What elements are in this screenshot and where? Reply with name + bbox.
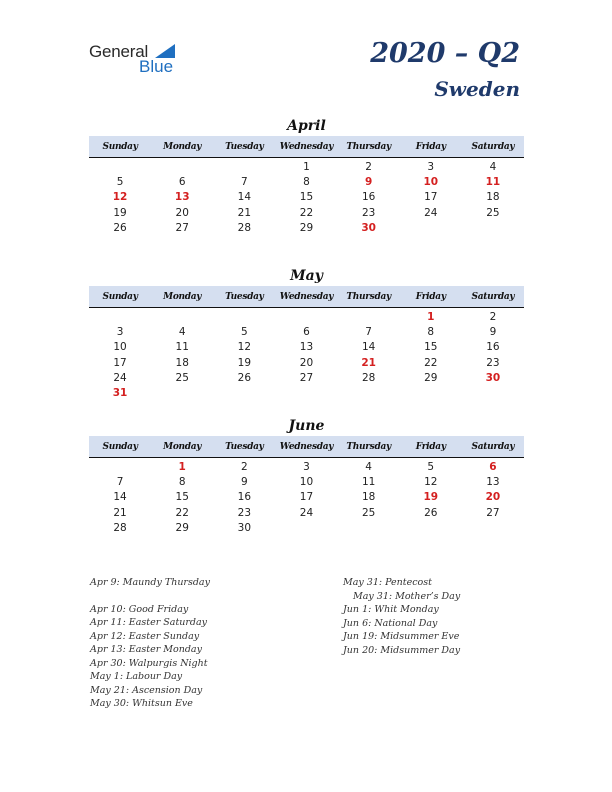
date-cell: 29 [299,221,314,234]
date-cell: 25 [486,206,500,219]
weekday-label: Friday [415,442,446,452]
holiday-note: Apr 10: Good Friday [90,603,189,615]
date-cell: 19 [237,356,252,369]
weekday-label: Wednesday [279,292,334,302]
date-cell: 20 [175,206,189,219]
week-row [89,490,524,505]
weekday-label: Monday [163,142,202,152]
date-cell: 6 [303,326,310,339]
weekday-header [89,286,524,308]
month-name: June [288,418,325,434]
week-row [89,340,524,355]
week-row [89,175,524,190]
weekday-label: Tuesday [225,142,264,152]
date-cell: 14 [113,491,127,504]
weekday-label: Tuesday [225,292,264,302]
week-row [89,325,524,340]
holiday-list-left [90,576,210,711]
holiday-note: Apr 13: Easter Monday [90,644,202,655]
date-cell: 28 [237,221,252,234]
month-name: April [287,118,326,134]
date-cell: 27 [299,371,314,384]
weekday-label: Wednesday [279,442,334,452]
holiday-note: Apr 9: Maundy Thursday [90,577,210,588]
weekday-label: Sunday [102,442,138,452]
month-may [89,266,524,401]
date-cell: 24 [113,371,127,384]
empty-cell [275,386,337,401]
empty-cell [213,160,275,175]
weekday-label: Thursday [346,142,391,152]
date-cell: 3 [116,326,124,339]
date-cell: 21 [237,206,252,219]
date-cell: 20 [299,356,314,369]
week-row [89,386,524,401]
date-cell: 25 [175,371,189,384]
date-cell: 30 [237,521,252,534]
empty-cell [151,310,213,325]
date-cell: 23 [237,506,252,519]
holiday-note: Jun 1: Whit Monday [343,604,439,615]
date-cell: 21 [113,506,127,519]
date-cell: 4 [365,461,372,473]
date-cell: 8 [178,476,186,489]
weekday-label: Friday [415,142,446,152]
date-cell: 23 [361,206,376,219]
weekday-label: Thursday [346,442,391,452]
date-cell: 27 [175,221,189,234]
date-cell: 29 [175,521,189,534]
month-grid [89,308,524,401]
holiday-note: Apr 12: Easter Sunday [90,630,200,642]
date-cell: 29 [424,371,438,384]
empty-cell [462,386,524,401]
week-row [89,506,524,521]
date-cell: 17 [424,191,438,204]
weekday-label: Saturday [471,142,515,152]
date-cell: 7 [365,326,372,339]
empty-cell [213,310,275,325]
weekday-label: Monday [163,292,202,302]
month-grid [89,458,524,536]
empty-cell [462,521,524,536]
empty-cell [400,386,462,401]
holiday-note: Jun 19: Midsummer Eve [343,631,460,642]
date-cell: 19 [113,206,127,219]
weekday-header [89,436,524,458]
holiday-note: Jun 6: National Day [343,617,438,629]
empty-cell [338,521,400,536]
holiday-note: May 31: Pentecost [343,577,432,588]
weekday-label: Wednesday [279,142,334,152]
date-cell: 5 [427,461,435,473]
date-cell: 13 [299,341,314,354]
holiday-date-cell: 19 [423,491,439,504]
holiday-list-right [343,576,460,657]
holiday-date-cell: 11 [485,176,501,189]
date-cell: 11 [361,476,376,489]
date-cell: 12 [424,476,438,489]
date-cell: 22 [299,206,314,219]
date-cell: 15 [299,191,314,204]
week-row [89,206,524,221]
holiday-note: May 21: Ascension Day [90,684,203,696]
logo-text-blue: Blue [139,57,174,76]
empty-cell [213,386,275,401]
date-cell: 9 [489,326,497,339]
weekday-label: Sunday [102,142,138,152]
weekday-label: Sunday [102,292,138,302]
holiday-note: May 1: Labour Day [90,671,183,682]
date-cell: 10 [299,476,314,489]
date-cell: 5 [116,176,124,189]
date-cell: 22 [175,506,189,519]
date-cell: 18 [361,491,376,504]
date-cell: 3 [427,161,435,173]
date-cell: 28 [361,371,376,384]
holiday-note: Jun 20: Midsummer Day [343,644,461,656]
date-cell: 18 [175,356,189,369]
holiday-date-cell: 13 [174,191,190,204]
holiday-date-cell: 1 [178,461,186,473]
date-cell: 14 [237,191,252,204]
holiday-note: May 31: Mother’s Day [353,590,461,602]
date-cell: 14 [361,341,376,354]
date-cell: 2 [489,311,497,323]
weekday-label: Friday [415,292,446,302]
date-cell: 26 [424,506,438,519]
page-subtitle: Sweden [434,77,520,101]
date-cell: 24 [424,206,438,219]
holiday-date-cell: 12 [112,191,128,204]
date-cell: 16 [237,491,252,504]
date-cell: 9 [241,476,248,489]
empty-cell [151,386,213,401]
logo-flag-icon [155,44,175,58]
empty-cell [151,160,213,175]
date-cell: 7 [116,476,124,489]
date-cell: 16 [361,191,376,204]
date-cell: 12 [237,341,252,354]
date-cell: 28 [113,521,127,534]
date-cell: 17 [113,356,127,369]
holiday-note: Apr 30: Walpurgis Night [90,657,208,669]
date-cell: 25 [361,506,376,519]
month-name: May [290,268,323,284]
holiday-note: May 30: Whitsun Eve [90,698,193,709]
weekday-label: Saturday [471,442,515,452]
logo [89,42,189,76]
holiday-date-cell: 31 [112,386,128,399]
week-row [89,460,524,475]
date-cell: 1 [303,161,310,173]
page-title: 2020 – Q2 [370,38,520,69]
empty-cell [338,386,400,401]
empty-cell [400,521,462,536]
weekday-label: Thursday [346,292,391,302]
date-cell: 3 [303,461,310,473]
holiday-date-cell: 21 [361,356,376,369]
holiday-date-cell: 30 [485,371,501,384]
date-cell: 27 [486,506,500,519]
empty-cell [89,310,151,325]
date-cell: 26 [237,371,252,384]
holiday-date-cell: 20 [485,491,501,504]
date-cell: 6 [178,176,186,189]
month-april [89,116,524,236]
date-cell: 26 [113,221,127,234]
date-cell: 18 [486,191,500,204]
week-row [89,371,524,386]
date-cell: 10 [113,341,127,354]
weekday-label: Monday [163,442,202,452]
month-grid [89,158,524,236]
month-june [89,416,524,536]
empty-cell [275,310,337,325]
date-cell: 16 [486,341,500,354]
date-cell: 22 [424,356,438,369]
date-cell: 4 [178,326,186,339]
date-cell: 15 [175,491,189,504]
empty-cell [89,460,151,475]
date-cell: 2 [365,161,372,173]
date-cell: 24 [299,506,314,519]
date-cell: 5 [241,326,248,339]
empty-cell [338,310,400,325]
date-cell: 8 [427,326,435,339]
weekday-label: Tuesday [225,442,264,452]
week-row [89,521,524,536]
date-cell: 13 [486,476,500,489]
holiday-date-cell: 30 [361,221,376,234]
weekday-label: Saturday [471,292,515,302]
date-cell: 8 [303,176,310,189]
week-row [89,356,524,371]
date-cell: 7 [241,176,248,189]
empty-cell [400,221,462,236]
date-cell: 23 [486,356,500,369]
holiday-date-cell: 6 [489,461,497,473]
holiday-date-cell: 10 [423,176,439,189]
empty-cell [89,160,151,175]
holiday-date-cell: 1 [427,311,435,323]
date-cell: 2 [241,461,248,473]
date-cell: 15 [424,341,438,354]
holiday-date-cell: 9 [364,176,373,189]
holiday-note: Apr 11: Easter Saturday [90,617,208,628]
week-row [89,160,524,175]
week-row [89,310,524,325]
empty-cell [462,221,524,236]
date-cell: 4 [489,161,497,173]
weekday-header [89,136,524,158]
logo-text-general: General [89,42,149,61]
week-row [89,475,524,490]
week-row [89,221,524,236]
date-cell: 17 [299,491,314,504]
empty-cell [275,521,337,536]
date-cell: 11 [175,341,189,354]
week-row [89,190,524,205]
